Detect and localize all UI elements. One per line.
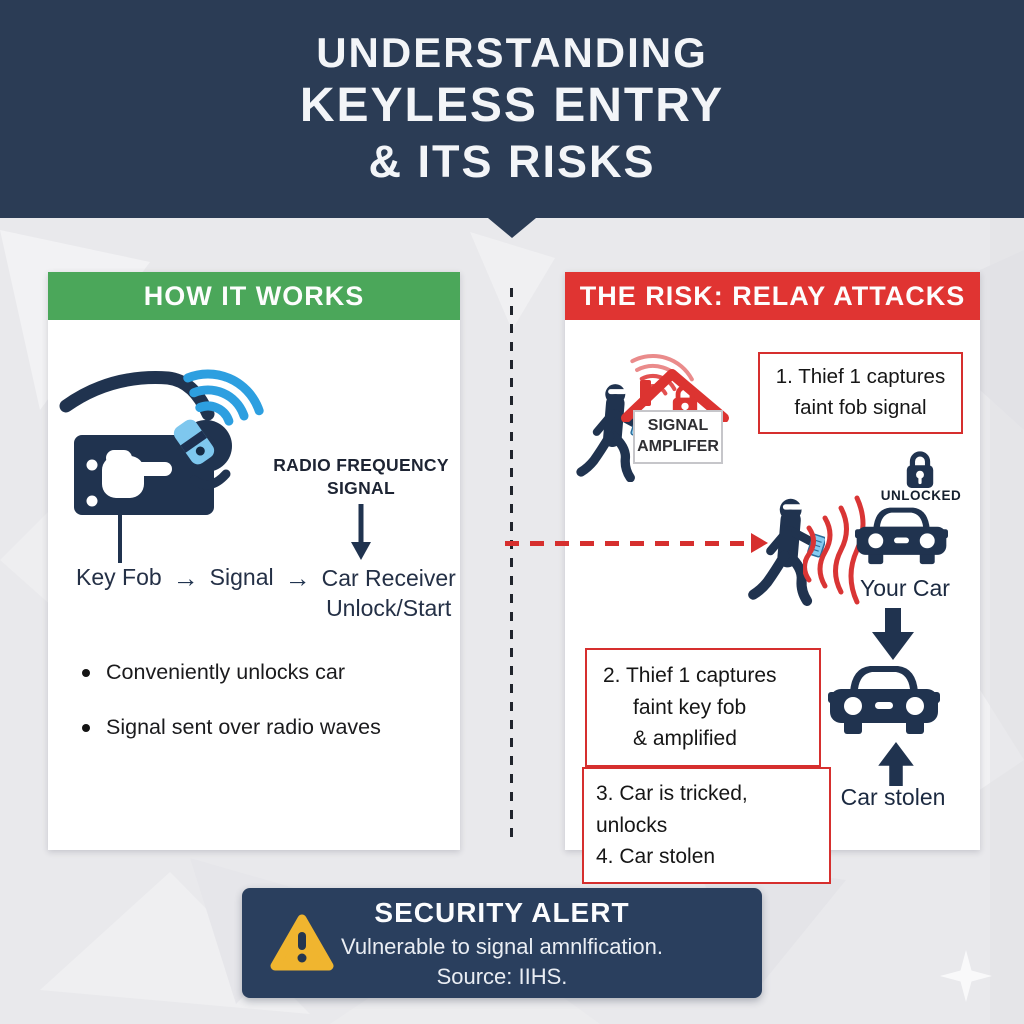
keyless-car-illustration-icon [56, 358, 296, 543]
title-line-1: UNDERSTANDING [316, 29, 708, 77]
list-item [82, 660, 452, 685]
flow-arrow-icon: → [284, 563, 311, 593]
keyless-flow [76, 564, 456, 624]
how-it-works-panel [48, 272, 460, 850]
padlock-unlocked-icon [903, 448, 937, 492]
list-item [82, 715, 452, 740]
step2-line2: faint key fob [633, 695, 747, 719]
title-line-3: & ITS RISKS [368, 135, 656, 187]
down-arrow-icon [872, 608, 914, 660]
relay-signal-arrowhead-icon [751, 533, 768, 553]
how-it-works-header [48, 272, 460, 320]
relay-attacks-panel [565, 272, 980, 868]
security-alert-line1: Vulnerable to signal amnlfication. [340, 934, 664, 960]
step2-line1: 2. Thief 1 captures [603, 664, 777, 687]
unlocked-label: UNLOCKED [880, 488, 962, 503]
step1-line2: faint fob signal [794, 395, 927, 419]
sparkle-icon [938, 948, 994, 1004]
header-banner [0, 0, 1024, 218]
signal-amplifier-line2: AMPLIFER [637, 438, 719, 455]
bullet-dot-icon [82, 724, 90, 732]
security-alert-line2: Source: IIHS. [436, 963, 568, 989]
bullet-text: Conveniently unlocks car [106, 660, 346, 684]
step2-callout [585, 648, 821, 767]
header-notch [488, 218, 536, 238]
flow-step-signal: Signal [209, 564, 274, 590]
up-arrow-icon [878, 742, 914, 786]
rf-signal-label-line1: RADIO FREQUENCY [273, 455, 449, 475]
step1-callout [758, 352, 963, 434]
keyfob-pointer-line [118, 515, 122, 563]
title-line-2: KEYLESS ENTRY [299, 79, 725, 133]
rf-signal-label-line2: SIGNAL [327, 477, 395, 498]
how-it-works-title: HOW IT WORKS [143, 280, 365, 311]
security-alert-title: SECURITY ALERT [374, 897, 630, 929]
relay-attacks-header [565, 272, 980, 320]
step1-line1: 1. Thief 1 captures [775, 365, 946, 388]
flow-step-receiver-line1: Car Receiver [321, 565, 456, 591]
step34-callout [582, 767, 831, 884]
relay-signal-arrow [505, 541, 753, 546]
flow-step-receiver [322, 564, 456, 624]
down-arrow-icon [349, 504, 373, 562]
flow-step-keyfob: Key Fob [76, 564, 162, 590]
car-icon [828, 658, 940, 740]
flow-step-receiver-line2: Unlock/Start [326, 594, 452, 621]
car-stolen-label: Car stolen [840, 784, 946, 810]
background-shade [990, 218, 1024, 1024]
security-alert-banner [242, 888, 762, 998]
bullet-text: Signal sent over radio waves [106, 715, 381, 739]
your-car-label: Your Car [860, 575, 950, 601]
panel-divider [510, 288, 513, 845]
bullet-dot-icon [82, 669, 90, 677]
step4-line: 4. Car stolen [596, 845, 716, 868]
step2-line3: & amplified [633, 727, 737, 750]
benefits-list [82, 660, 452, 770]
relay-attacks-title: THE RISK: RELAY ATTACKS [579, 280, 966, 311]
car-icon [855, 498, 948, 572]
signal-amplifier-line1: SIGNAL [647, 417, 709, 435]
warning-icon [269, 913, 335, 973]
signal-amplifier-label [633, 410, 723, 464]
step3-line: 3. Car is tricked, unlocks [596, 782, 748, 837]
flow-arrow-icon: → [172, 563, 199, 593]
rf-signal-label [263, 454, 459, 500]
